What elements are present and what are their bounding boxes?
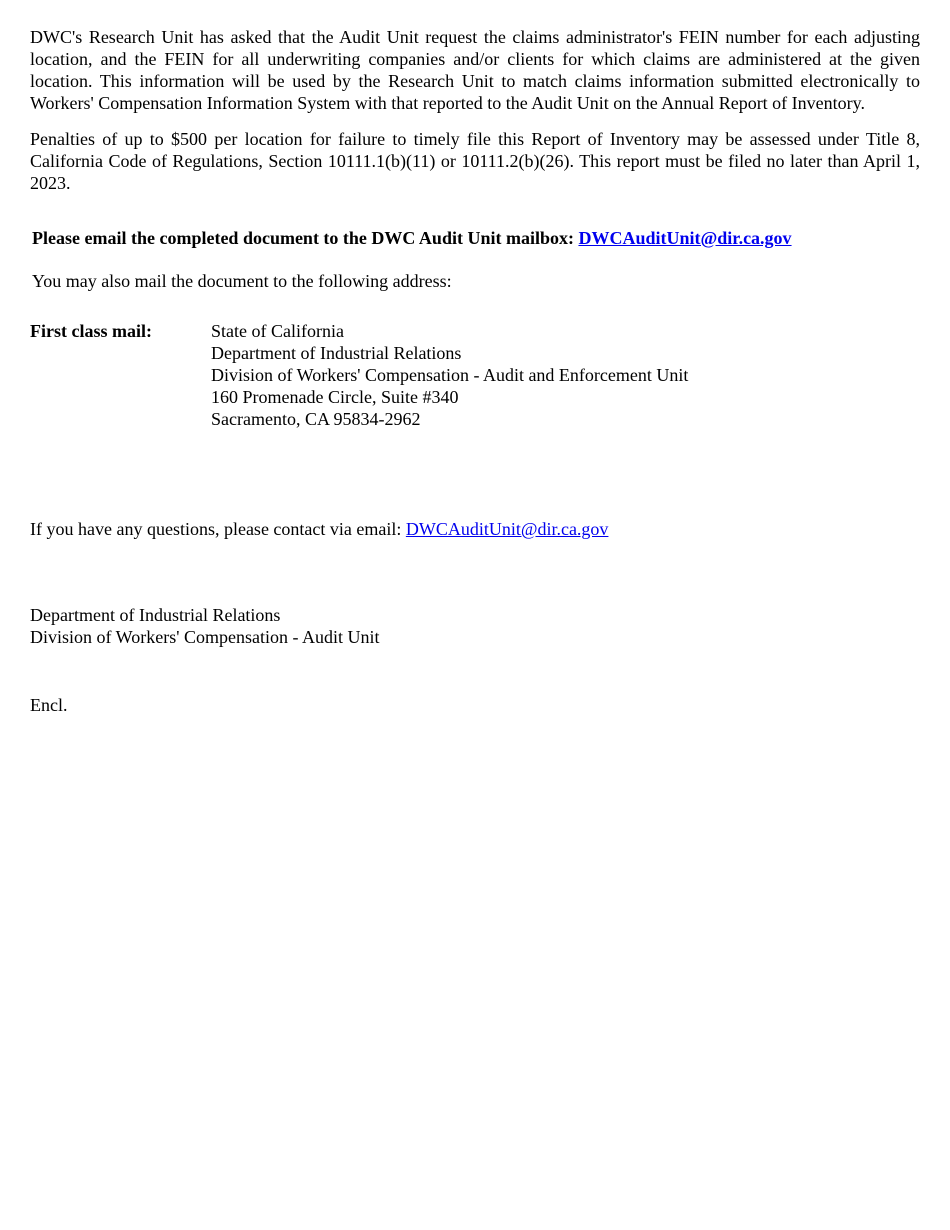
address-line: Department of Industrial Relations	[211, 343, 462, 363]
address-line: Sacramento, CA 95834-2962	[211, 409, 421, 429]
signature-department: Department of Industrial Relations	[30, 605, 281, 625]
address-line: State of California	[211, 321, 344, 341]
questions-text: If you have any questions, please contact via email:	[30, 519, 406, 539]
signature-block	[30, 604, 379, 648]
penalties-paragraph: Penalties of up to $500 per location for failure to timely file this Report of Inventory may be assessed under Title 8, California Code of Regulations, Section 10111.1(b)(11) or 10111.2(b)(26). This report must be filed no later than April 1, 2023.	[30, 129, 920, 193]
questions-line	[30, 518, 608, 540]
mailing-address	[211, 320, 688, 430]
signature-division: Division of Workers' Compensation - Audit Unit	[30, 627, 380, 647]
address-line: Division of Workers' Compensation - Audit and Enforcement Unit	[211, 365, 689, 385]
address-line: 160 Promenade Circle, Suite #340	[211, 387, 459, 407]
enclosure-note: Encl.	[30, 695, 68, 715]
email-instruction-text: Please email the completed document to the DWC Audit Unit mailbox:	[32, 228, 579, 248]
mail-instruction: You may also mail the document to the following address:	[32, 271, 452, 291]
email-instruction	[32, 227, 792, 249]
first-class-mail-label: First class mail:	[30, 321, 152, 341]
audit-unit-email-link[interactable]: DWCAuditUnit@dir.ca.gov	[578, 228, 792, 248]
questions-email-link[interactable]: DWCAuditUnit@dir.ca.gov	[405, 519, 609, 539]
research-unit-paragraph: DWC's Research Unit has asked that the Audit Unit request the claims administrator's FEIN number for each adjusting location, and the FEIN for all underwriting companies and/or clients for which claims are administered at the given location. This information will be used by the Research Unit to match claims information submitted electronically to Workers' Compensation Information System with that reported to the Audit Unit on the Annual Report of Inventory.	[30, 27, 920, 113]
